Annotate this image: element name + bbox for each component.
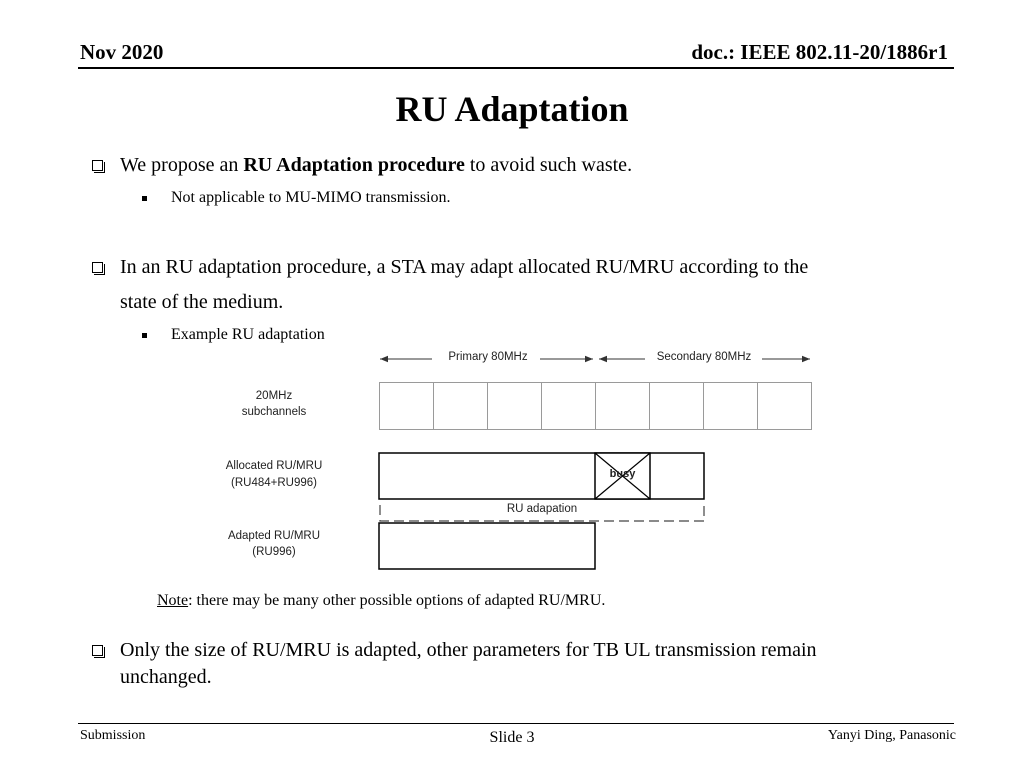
allocated-label-line-1: Allocated RU/MRU <box>225 460 323 472</box>
adapted-label-line-2: (RU996) <box>252 546 296 558</box>
adapted-label-line-1: Adapted RU/MRU <box>227 530 321 542</box>
bullet-1-sub: Not applicable to MU-MIMO transmission. <box>171 189 451 206</box>
footer-rule <box>78 723 954 724</box>
footer-author: Yanyi Ding, Panasonic <box>827 728 956 743</box>
note-label: Note <box>157 592 189 609</box>
bullet-3-line-1: Only the size of RU/MRU is adapted, other parameters for TB UL transmission remain <box>120 639 817 661</box>
bullet-1-bold: RU Adaptation procedure <box>243 154 465 176</box>
subchannels-label-line-2: subchannels <box>241 406 307 418</box>
bullet-2-line-2: state of the medium. <box>120 291 284 313</box>
footer-slide-number: Slide 3 <box>489 729 535 746</box>
header-doc-id: doc.: IEEE 802.11-20/1886r1 <box>691 40 948 64</box>
bullet-3-line-2: unchanged. <box>120 666 212 688</box>
slide-title: RU Adaptation <box>395 89 629 129</box>
adapted-ru-block <box>379 523 595 569</box>
subchannel-grid <box>380 383 812 430</box>
bullet-1-suffix: to avoid such waste. <box>464 154 633 176</box>
allocated-label-line-2: (RU484+RU996) <box>231 477 317 489</box>
secondary-80mhz-label: Secondary 80MHz <box>656 351 752 363</box>
subchannels-label-line-1: 20MHz <box>255 390 293 402</box>
primary-80mhz-label: Primary 80MHz <box>448 351 528 363</box>
bullet-1-prefix: We propose an <box>120 154 244 176</box>
busy-label: busy <box>609 468 636 480</box>
header-date: Nov 2020 <box>80 40 164 64</box>
note-text <box>157 592 605 610</box>
bullet-2-line-1: In an RU adaptation procedure, a STA may adapt allocated RU/MRU according to the <box>120 256 809 278</box>
footer-submission: Submission <box>80 728 146 743</box>
ru-adaptation-label: RU adapation <box>506 503 578 515</box>
checkbox-bullet-icon <box>92 645 103 656</box>
bullet-2-sub: Example RU adaptation <box>171 326 325 343</box>
note-body: : there may be many other possible options of adapted RU/MRU. <box>188 592 606 609</box>
allocated-ru-block <box>379 453 704 499</box>
